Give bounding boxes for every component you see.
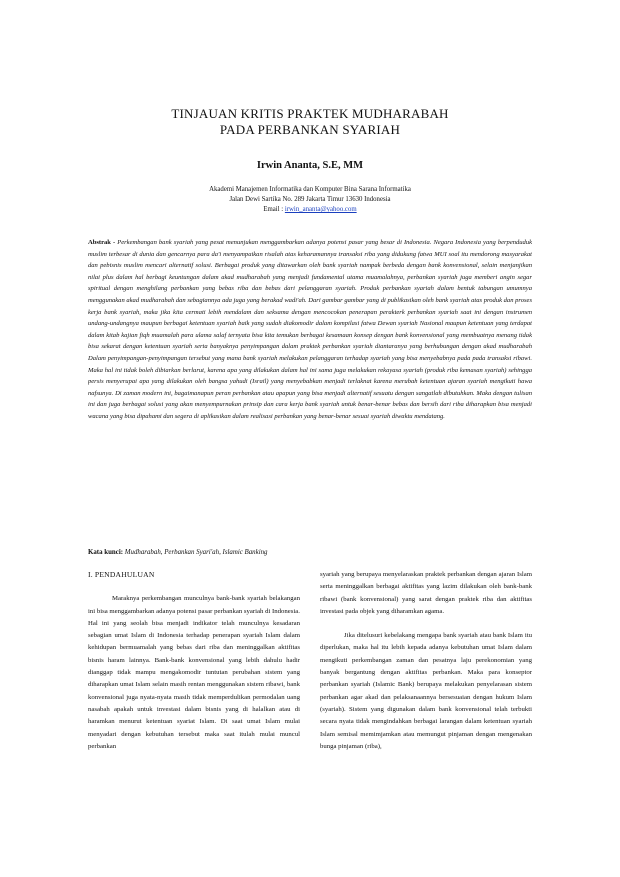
- right-paragraph-1: syariah yang berupaya menyelaraskan praktek perbankan dengan ajaran Islam serta meninggalkan berbagai aktifitas yang lazim dilakukan oleh bank-bank ribawi (bank konvensional) yang sarat dengan praktek riba dan aktifitas investasi pada objek yang diharamkan agama.: [320, 571, 532, 615]
- right-column: [320, 569, 532, 753]
- email-link[interactable]: irwin_ananta@yahoo.com: [284, 206, 357, 213]
- paper-title: [88, 106, 532, 138]
- title-line-1: TINJAUAN KRITIS PRAKTEK MUDHARABAH: [171, 106, 449, 121]
- title-line-2: PADA PERBANKAN SYARIAH: [219, 122, 401, 137]
- body-columns: [88, 569, 532, 753]
- keywords-label: Kata kunci:: [88, 549, 124, 556]
- abstract-label: Abstrak -: [88, 239, 116, 246]
- left-paragraph: Maraknya perkembangan munculnya bank-bank syariah belakangan ini bisa menggambarkan adanya potensi pasar perbankan syariah di Indonesia. Hal ini yang seolah bisa menjadi indikator telah munculnya kesadaran sebagian umat Islam di Indonesia terhadap penerapan syariah Islam dalam kehidupan bermuamalah yang bebas dari riba dan meninggalkan aktifitas bisnis haram lainnya. Bank-bank konvensional yang lebih dahulu hadir dianggap tidak mampu mengakomodir tuntutan perubahan sistem yang diharapkan umat Islam selain masih rentan menggunakan sistem ribawi, bank konvensional juga nyata-nyata masih tidak memperdulikan permodalan uang nasabah apakah untuk investasi dalam bisnis yang di halalkan atau di haramkan menurut ketentuan syariat Islam. Di saat umat Islam mulai menyadari dengan kebutuhan tersebut maka saat itulah mulai muncul perbankan: [88, 595, 300, 750]
- keywords: [88, 548, 532, 558]
- left-column: [88, 569, 300, 753]
- email-label: Email :: [263, 206, 284, 213]
- section-heading: I. PENDAHULUAN: [88, 570, 155, 579]
- keywords-text: Mudharabah, Perbankan Syari'ah, Islamic Banking: [124, 549, 268, 556]
- affiliation-line-1: Akademi Manajemen Informatika dan Komputer Bina Sarana Informatika: [209, 186, 411, 193]
- affiliation-line-2: Jalan Dewi Sartika No. 289 Jakarta Timur 13630 Indonesia: [229, 196, 391, 203]
- email-line: [88, 205, 532, 215]
- affiliation: [88, 185, 532, 215]
- right-paragraph-2: Jika ditelusuri kebelakang mengapa bank syariah atau bank Islam itu diperlukan, maka hal itu lebih kepada adanya kebutuhan umat Islam dalam mengikuti perkembangan zaman dan pesatnya laju perekonomian yang banyak bergantung dengan aktifitas perbankan. Maka para konseptor perbankan syariah (Islamic Bank) berupaya melakukan penyelarasan sistem perbankan agar akad dan pelaksanaannya bersesuaian dengan hukum Islam (syariah). Sistem yang digunakan dalam bank konvensional telah terbukti secara nyata tidak mengindahkan berbagai larangan dalam ketentuan syariah Islam semisal memimjamkan atau memungut pinjaman dengan mengenakan bunga pinjaman (riba),: [320, 632, 532, 750]
- abstract-text: Perkembangan bank syariah yang pesat menunjukan menggambarkan adanya potensi pasar yang besar di Indonesia. Negara Indonesia yang berpenduduk muslim terbesar di dunia dan gencarnya para da'i menyampaikan risalah atas keharamannya transaksi riba yang didukung fatwa MUI soal itu mendorong masyarakat dan pebisnis muslim mencari alternatif solusi. Berbagai produk yang ditawarkan oleh bank syariah nampak berbeda dengan bank konvensional, selain menjanjikan nilai plus dalam hal berbagi keuntungan dalam akad mudharabah yang menjadi fundamental utama muamalahnya, perbankan syariah juga memberi angin segar spiritual dengan menghilang perbankan yang bebas riba dan bebas dari pelanggaran syariah. Produk perbankan syariah dalam bentuk tabungan umumnya menggunakan akad mudharabah dan sebagiannya ada juga yang berakad wadi'ah. Dari gambar gambar yang di publikasikan oleh bank syariah atas produk dan proses kerja bank syariah, maka jika kita cermati lebih mendalam dan seksama dengan mencocokan penerapan perakterk perbankan syariah saat ini dengan instrumen undang-undangnya maupun berbagai ketentuan syariah baik yang sudah diakomodir dalam kompilasi fatwa Dewan syariah Nasional maupun ketentuan yang terdapat dalam kitab kajian fiqh muamalah para ulama salaf ternyata bisa kita temukan berbagai kesamaan konsep dengan bank konvensional yang membuatnya menang tidak bisa sekarat dengan ketentuan syariah serta banyaknya penyimpangan dalam praktek perbankan syariah diantaranya yang berhubungan dengan akad mudharabah Dalam penyimpangan-penyimpangan tersebut yang mana bank syariah melakukan pelanggaran terhadap syariah yang bisa menyebabnya pada pada transaksi ribawi. Maka hal ini tidak boleh dibiarkan berlarut, karena apa yang dilakukan dalam hal ini sama juga melakukan rekayasa syariah (produk riba kemasan syariah) sehingga persis menyerupai apa yang dilakukan oleh bangsa yahudi (Israil) yang menyebabkan menjadi terlaknat karena merubah ketentuan ajaran syariah mengikuti hawa nafsunya. Di zaman modern ini, bagaimanapun peran perbankan atau apapun yang bisa menjadi alternatif sesuatu dengan sangatlah dibutuhkan. Maka dengan tulisan ini dan juga berbagai solusi yang akan menyempurnakan prinsip dan cara kerja bank syariah untuk benar-benar bebas dan bersih dari riba diharapkan bisa menjadi wacana yang bisa dipahami dan segera di aplikasikan dalam realisasi perbankan yang benar-benar sesuai syariah diwaktu mendatang.: [88, 239, 532, 420]
- abstract: [88, 237, 532, 539]
- paragraph-gap: [320, 618, 532, 630]
- author-name: Irwin Ananta, S.E, MM: [256, 160, 364, 171]
